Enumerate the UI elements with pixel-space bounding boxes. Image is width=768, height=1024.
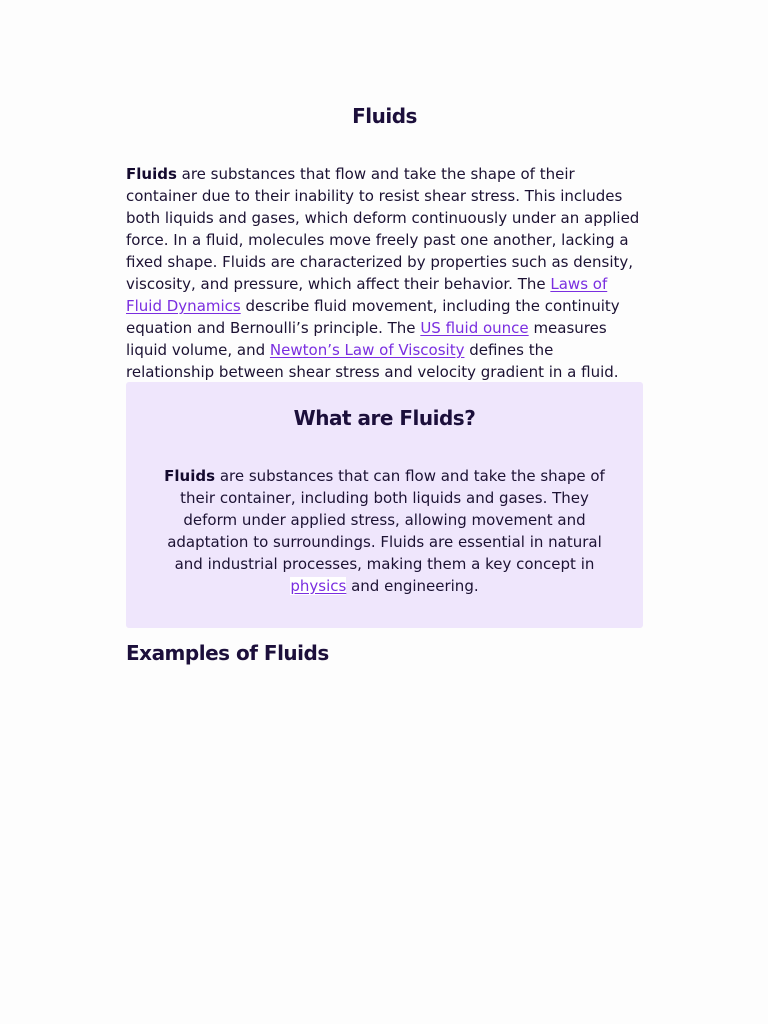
callout-text-2: and engineering. [346,577,479,595]
newtons-law-of-viscosity-link[interactable]: Newton’s Law of Viscosity [269,341,465,359]
examples-section-title: Examples of Fluids [126,641,329,665]
intro-text-2: describe fluid movement, including the continuity equation and Bernoulli’s principle. The [126,297,620,337]
intro-paragraph [126,163,643,383]
page-title: Fluids [352,104,417,128]
callout-paragraph [152,465,617,597]
definition-callout [126,382,643,628]
us-fluid-ounce-link[interactable]: US fluid ounce [420,319,529,337]
laws-of-fluid-dynamics-link[interactable]: Laws of Fluid Dynamics [126,275,608,315]
intro-text-4: defines the relationship between shear stress and velocity gradient in a fluid. [126,341,619,381]
callout-term: Fluids [164,467,216,485]
intro-text-1: are substances that flow and take the shape of their container due to their inability to resist shear stress. This includes both liquids and gases, which deform continuously under an applied force. In a fluid, molecules move freely past one another, lacking a fixed shape. Fluids are characterized by properties such as density, viscosity, and pressure, which affect their behavior. The [126,165,640,293]
callout-text-1: are substances that can flow and take the shape of their container, including both liquids and gases. They deform under applied stress, allowing movement and adaptation to surroundings. Fluids are essential in natural and industrial processes, making them a key concept in [167,467,605,573]
callout-title: What are Fluids? [293,406,476,430]
intro-text-3: measures liquid volume, and [126,319,607,359]
intro-term: Fluids [126,165,177,183]
physics-link[interactable]: physics [290,577,347,595]
